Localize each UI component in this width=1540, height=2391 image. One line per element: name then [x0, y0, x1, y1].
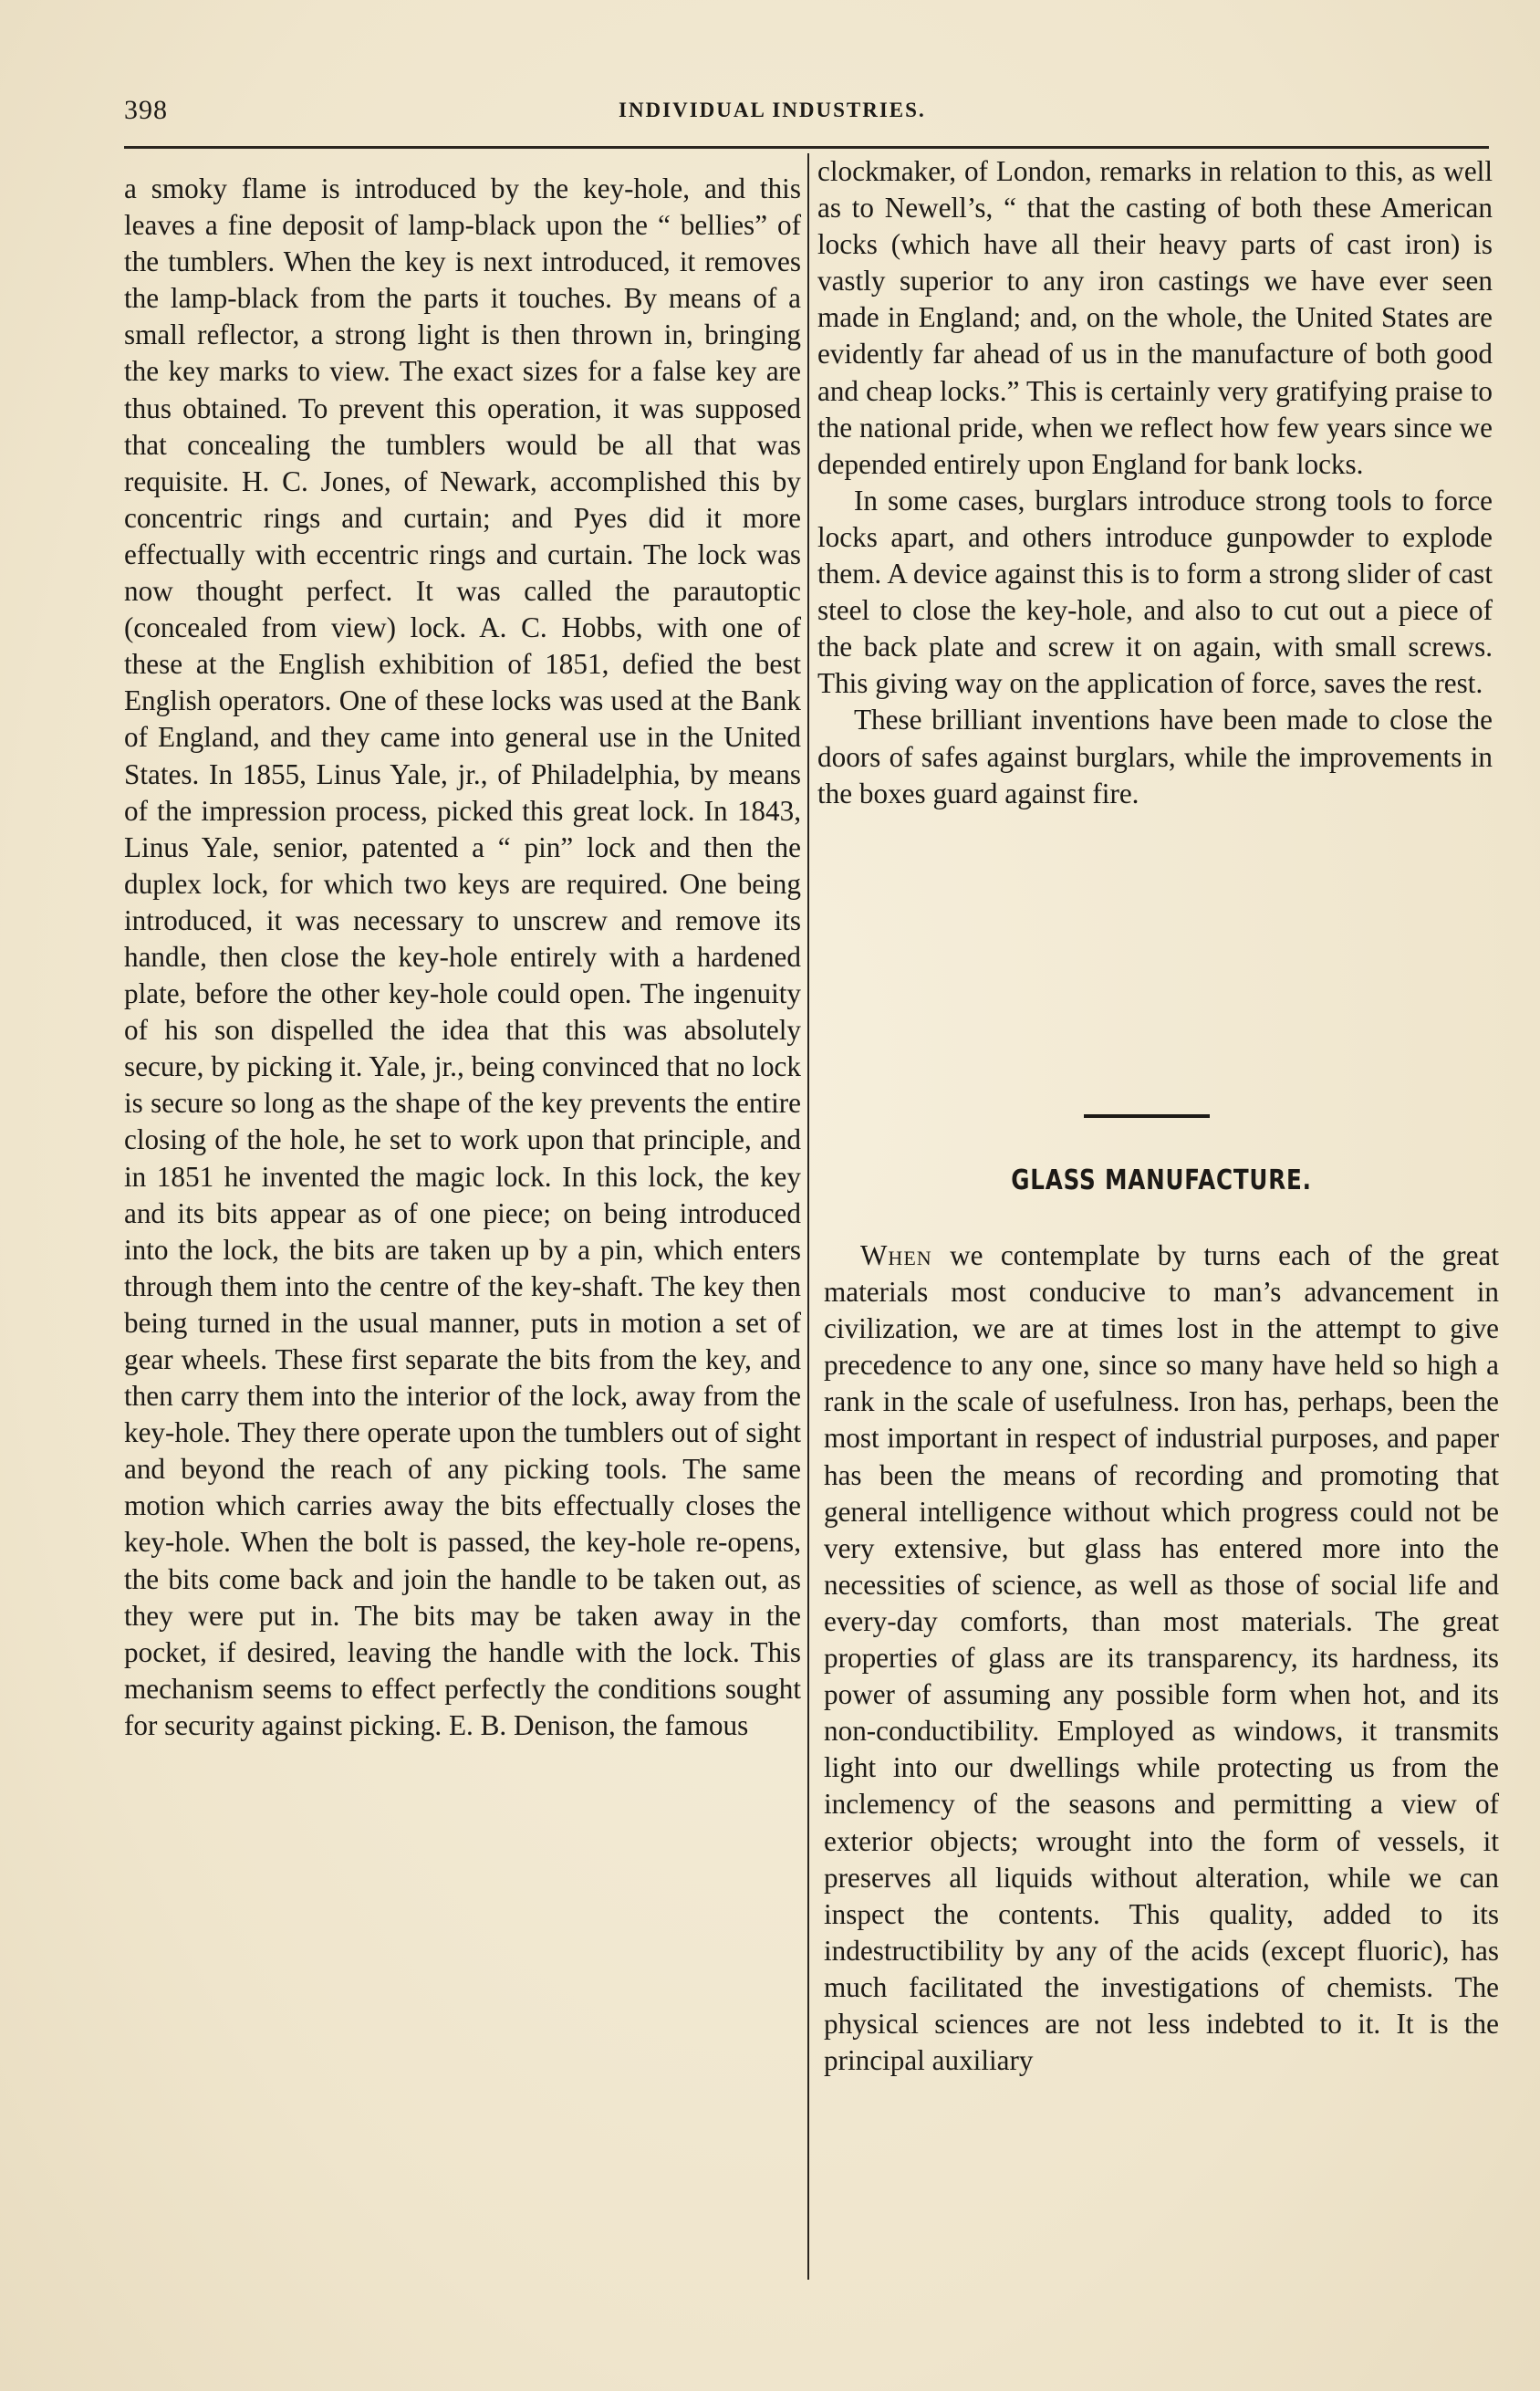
right-paragraph-3: These brilliant inventions have been made to close the doors of safes against burglars, while the improvements in the boxes guard against fire. — [817, 704, 1493, 809]
header-rule — [124, 146, 1489, 149]
section-divider-rule — [1084, 1114, 1210, 1118]
section-paragraph — [824, 1237, 1499, 2079]
right-paragraph-1: clockmaker, of London, remarks in relation to this, as well as to Newell’s, “ that the casting of both these American locks (which have all their heavy parts of cast iron) is vastly superior to any iron castings we have ever seen made in England; and, on the whole, the United States are evidently far ahead of us in the manufacture of both good and cheap locks.” This is certainly very gratifying praise to the national pride, when we reflect how few years since we depended entirely upon England for bank locks. — [817, 155, 1493, 480]
page-number: 398 — [124, 95, 168, 125]
column-divider — [807, 153, 809, 2280]
section-title: GLASS MANUFACTURE. — [1011, 1164, 1312, 1196]
running-head: INDIVIDUAL INDUSTRIES. — [619, 99, 926, 121]
left-column — [124, 171, 801, 1744]
section-paragraph-text: we contemplate by turns each of the great materials most conducive to man’s advancement in civilization, we are at times lost in the attempt to give precedence to any one, since so many have held so high a rank in the scale of usefulness. Iron has, perhaps, been the most important in respect of industrial purposes, and paper has been the means of recording and promoting that general intelligence without which progress could not be very extensive, but glass has entered more into the necessities of science, as well as those of social life and every-day comforts, than most materials. The great properties of glass are its transparency, its hardness, its power of assuming any possible form when hot, and its non-conductibility. Employed as windows, it transmits light into our dwellings while protecting us from the inclemency of the seasons and permitting a view of exterior objects; wrought into the form of vessels, it preserves all liquids without alteration, while we can inspect the contents. This quality, added to its indestructibility by any of the acids (except fluoric), has much facilitated the investigations of chemists. The physical sciences are not less indebted to it. It is the principal auxiliary — [824, 1239, 1499, 2077]
section-body — [824, 1237, 1499, 2079]
left-column-paragraph: a smoky flame is introduced by the key-hole, and this leaves a fine deposit of lamp-black upon the “ bellies” of the tumblers. When the key is next introduced, it removes the lamp-black from the parts it touches. By means of a small reflector, a strong light is then thrown in, bringing the key marks to view. The exact sizes for a false key are thus obtained. To prevent this operation, it was supposed that concealing the tumblers would be all that was requisite. H. C. Jones, of Newark, accomplished this by concentric rings and curtain; and Pyes did it more effectually with eccentric rings and curtain. The lock was now thought perfect. It was called the parautoptic (concealed from view) lock. A. C. Hobbs, with one of these at the English exhibition of 1851, defied the best English operators. One of these locks was used at the Bank of England, and they came into general use in the United States. In 1855, Linus Yale, jr., of Philadelphia, by means of the impression process, picked this great lock. In 1843, Linus Yale, senior, patented a “ pin” lock and then the duplex lock, for which two keys are required. One being introduced, it was necessary to unscrew and remove its handle, then close the key-hole entirely with a hardened plate, before the other key-hole could open. The ingenuity of his son dispelled the idea that this was absolutely secure, by picking it. Yale, jr., being convinced that no lock is secure so long as the shape of the key prevents the entire closing of the hole, he set to work upon that principle, and in 1851 he invented the magic lock. In this lock, the key and its bits appear as of one piece; on being introduced into the lock, the bits are taken up by a pin, which enters through them into the centre of the key-shaft. The key then being turned in the usual manner, puts in motion a set of gear wheels. These first separate the bits from the key, and then carry them into the interior of the lock, away from the key-hole. They there operate upon the tumblers out of sight and beyond the reach of any picking tools. The same motion which carries away the bits effectually closes the key-hole. When the bolt is passed, the key-hole re-opens, the bits come back and join the handle to be taken out, as they were put in. The bits may be taken away in the pocket, if desired, leaving the handle with the lock. This mechanism seems to effect perfectly the conditions sought for security against picking. E. B. Denison, the famous — [124, 172, 801, 1741]
right-paragraph-2: In some cases, burglars introduce strong tools to force locks apart, and others introduce gunpowder to explode them. A device against this is to form a strong slider of cast steel to close the key-hole, and also to cut out a piece of the back plate and screw it on again, with small screws. This giving way on the application of force, saves the rest. — [817, 484, 1493, 700]
section-lead-word: When — [860, 1239, 932, 1271]
right-column-continuation — [817, 153, 1493, 812]
